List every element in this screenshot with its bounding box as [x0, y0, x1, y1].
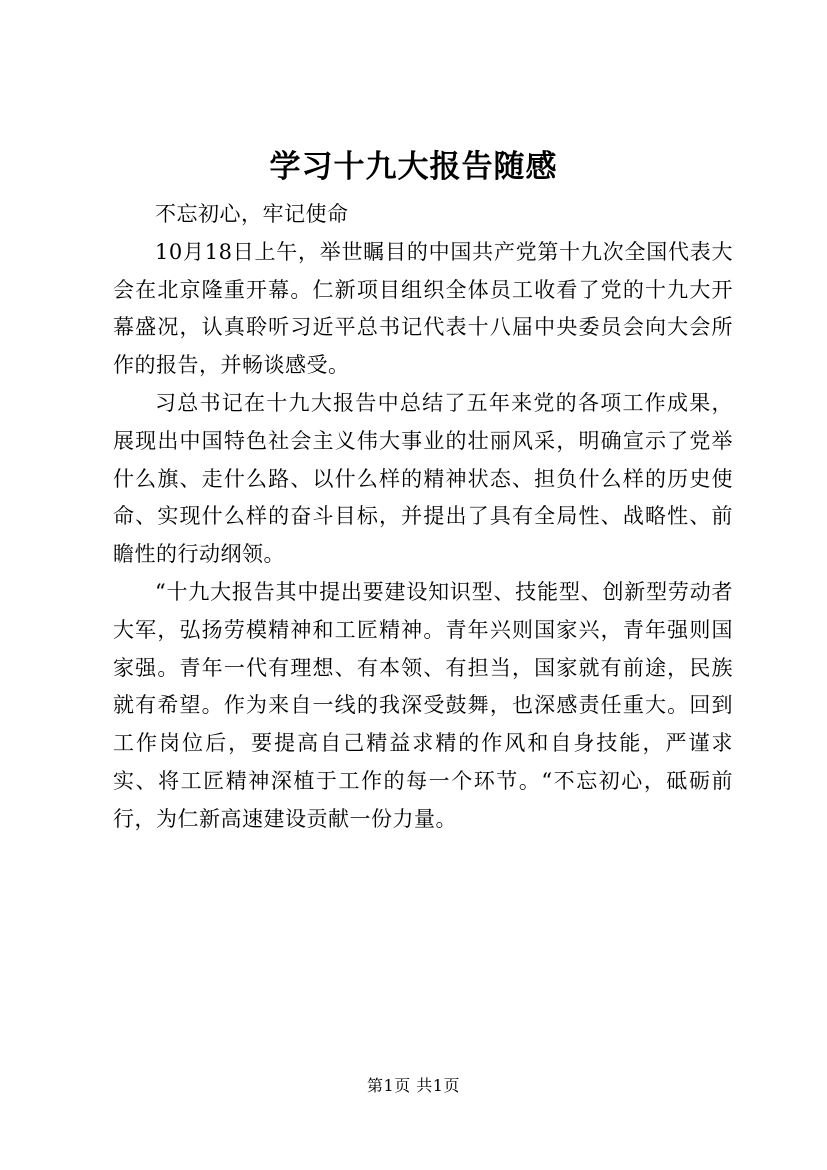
page-number-footer: 第1页 共1页 — [367, 1076, 460, 1095]
body-paragraph: 习总书记在十九大报告中总结了五年来党的各项工作成果，展现出中国特色社会主义伟大事业的壮丽风采，明确宣示了党举什么旗、走什么路、以什么样的精神状态、担负什么样的历史使命、实现什么样的奋斗目标，并提出了具有全局性、战略性、前瞻性的行动纲领。 — [113, 390, 733, 567]
body-paragraph: “十九大报告其中提出要建设知识型、技能型、创新型劳动者大军，弘扬劳模精神和工匠精神。青年兴则国家兴，青年强则国家强。青年一代有理想、有本领、有担当，国家就有前途，民族就有希望。作为来自一线的我深受鼓舞，也深感责任重大。回到工作岗位后，要提高自己精益求精的作风和自身技能，严谨求实、将工匠精神深植于工作的每一个环节。“不忘初心，砥砺前行，为仁新高速建设贡献一份力量。 — [113, 579, 733, 831]
document-body — [113, 196, 733, 839]
body-paragraph: 10月18日上午，举世瞩目的中国共产党第十九次全国代表大会在北京隆重开幕。仁新项目组织全体员工收看了党的十九大开幕盛况，认真聆听习近平总书记代表十八届中央委员会向大会所作的报告，并畅谈感受。 — [113, 239, 733, 378]
document-title: 学习十九大报告随感 — [269, 149, 558, 185]
subtitle-paragraph: 不忘初心，牢记使命 — [155, 202, 349, 226]
